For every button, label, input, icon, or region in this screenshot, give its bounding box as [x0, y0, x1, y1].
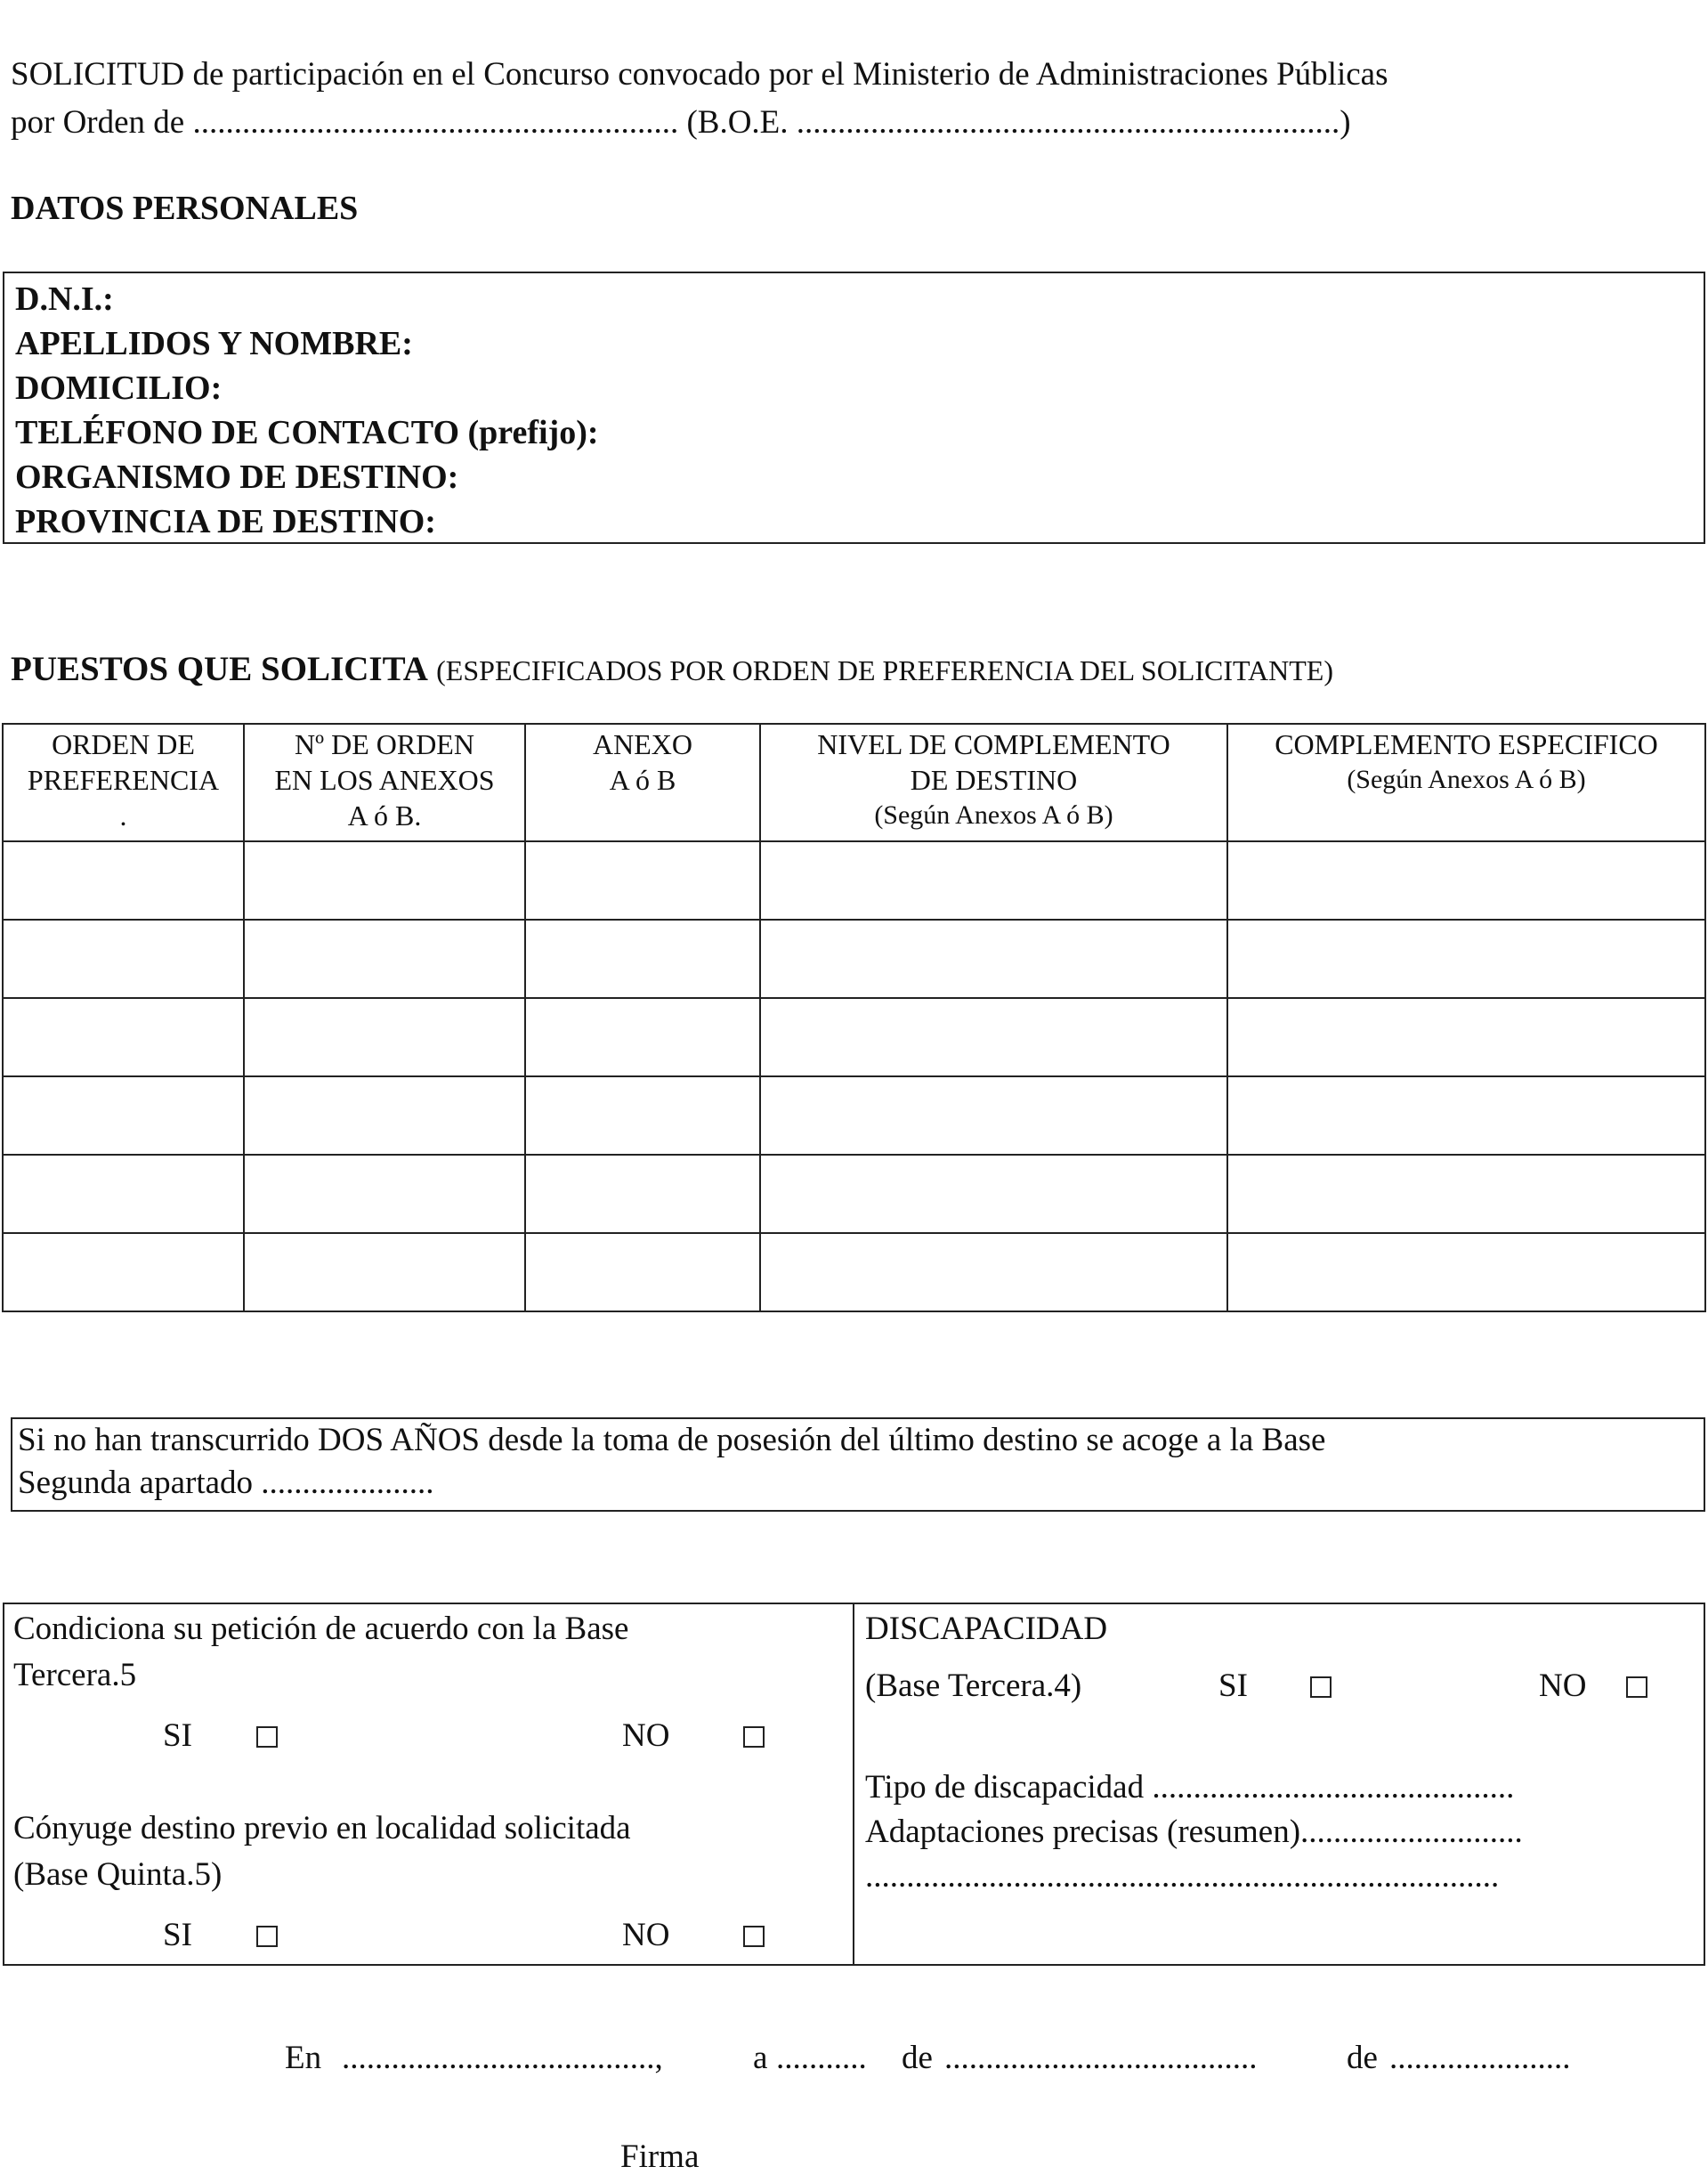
table-row	[3, 841, 1705, 920]
signature-place-field[interactable]: ......................................,	[342, 2040, 663, 2076]
table-cell[interactable]	[760, 1076, 1227, 1155]
discapacidad-si-label: SI	[1218, 1668, 1248, 1704]
telefono-field[interactable]: TELÉFONO DE CONTACTO (prefijo):	[15, 414, 599, 451]
signature-a-label: a	[753, 2040, 768, 2076]
condiciona-si-checkbox[interactable]	[256, 1726, 278, 1748]
conyuge-si-checkbox[interactable]	[256, 1926, 278, 1947]
table-cell[interactable]	[3, 1233, 244, 1311]
condiciona-si-label: SI	[163, 1717, 192, 1754]
signature-en-label: En	[285, 2040, 322, 2076]
conyuge-si-label: SI	[163, 1917, 192, 1953]
col-header-line: ORDEN DE	[52, 728, 195, 760]
signature-de2-label: de	[1347, 2040, 1378, 2076]
table-cell[interactable]	[244, 1076, 525, 1155]
condiciona-no-label: NO	[622, 1717, 670, 1754]
discapacidad-no-label: NO	[1539, 1668, 1587, 1704]
table-cell[interactable]	[525, 998, 760, 1076]
table-cell[interactable]	[1227, 920, 1705, 998]
col-header-line: A ó B.	[347, 799, 422, 832]
col-header-line: A ó B	[609, 764, 676, 796]
table-cell[interactable]	[1227, 1233, 1705, 1311]
col-header-line: (Según Anexos A ó B)	[1347, 765, 1586, 794]
table-cell[interactable]	[760, 1233, 1227, 1311]
table-row	[3, 1076, 1705, 1155]
signature-year-field[interactable]: ......................	[1389, 2040, 1571, 2076]
table-cell[interactable]	[525, 920, 760, 998]
puestos-heading-row	[11, 646, 1333, 694]
discapacidad-si-checkbox[interactable]	[1310, 1676, 1332, 1698]
table-row	[3, 998, 1705, 1076]
condiciones-box	[3, 1603, 1705, 1966]
condiciona-no-checkbox[interactable]	[743, 1726, 765, 1748]
provincia-destino-field[interactable]: PROVINCIA DE DESTINO:	[15, 503, 436, 540]
col-header-line: Nº DE ORDEN	[295, 728, 474, 760]
table-cell[interactable]	[525, 1076, 760, 1155]
intro-line-2: por Orden de ........................................................... (B.O.E. ..................................................................)	[11, 104, 1351, 141]
firma-label: Firma	[620, 2138, 700, 2175]
table-header-row	[3, 724, 1705, 841]
table-cell[interactable]	[3, 1076, 244, 1155]
panel-divider	[853, 1604, 854, 1964]
col-header-line: EN LOS ANEXOS	[274, 764, 495, 796]
table-cell[interactable]	[244, 841, 525, 920]
conyuge-line-1: Cónyuge destino previo en localidad solicitada	[13, 1810, 631, 1846]
organismo-destino-field[interactable]: ORGANISMO DE DESTINO:	[15, 459, 459, 496]
table-cell[interactable]	[3, 920, 244, 998]
table-cell[interactable]	[3, 1155, 244, 1233]
col-header-line: PREFERENCIA	[27, 764, 220, 796]
table-row	[3, 1155, 1705, 1233]
dos-anos-line-2[interactable]: Segunda apartado .....................	[18, 1465, 434, 1501]
datos-personales-box	[3, 272, 1705, 544]
signature-de1-label: de	[902, 2040, 933, 2076]
tipo-discapacidad-field[interactable]: Tipo de discapacidad ............................................	[865, 1769, 1515, 1806]
condiciona-line-1: Condiciona su petición de acuerdo con la Base	[13, 1611, 629, 1647]
table-row	[3, 1233, 1705, 1311]
discapacidad-heading: DISCAPACIDAD	[865, 1611, 1108, 1647]
table-cell[interactable]	[244, 1155, 525, 1233]
col-anexo	[525, 724, 760, 841]
adaptaciones-continuation[interactable]: .............................................................................	[865, 1858, 1500, 1895]
intro-line-1: SOLICITUD de participación en el Concurso convocado por el Ministerio de Administraciones Públicas	[11, 56, 1388, 93]
col-numero-orden	[244, 724, 525, 841]
col-header-line: .	[119, 799, 127, 832]
table-cell[interactable]	[3, 841, 244, 920]
table-cell[interactable]	[760, 998, 1227, 1076]
domicilio-field[interactable]: DOMICILIO:	[15, 369, 223, 407]
col-orden-preferencia	[3, 724, 244, 841]
table-cell[interactable]	[244, 1233, 525, 1311]
puestos-heading: PUESTOS QUE SOLICITA	[11, 650, 428, 688]
condiciona-line-2: Tercera.5	[13, 1657, 137, 1693]
col-header-line: (Según Anexos A ó B)	[874, 800, 1113, 830]
table-cell[interactable]	[760, 920, 1227, 998]
discapacidad-no-checkbox[interactable]	[1626, 1676, 1647, 1698]
col-header-line: NIVEL DE COMPLEMENTO	[817, 728, 1170, 760]
puestos-table	[2, 723, 1706, 1312]
col-header-line: DE DESTINO	[910, 764, 1078, 796]
table-cell[interactable]	[760, 841, 1227, 920]
dos-anos-box	[11, 1417, 1705, 1512]
conyuge-no-checkbox[interactable]	[743, 1926, 765, 1947]
dos-anos-line-1: Si no han transcurrido DOS AÑOS desde la toma de posesión del último destino se acoge a la Base	[18, 1422, 1326, 1458]
conyuge-line-2: (Base Quinta.5)	[13, 1856, 223, 1893]
puestos-subheading: (ESPECIFICADOS POR ORDEN DE PREFERENCIA DEL SOLICITANTE)	[436, 654, 1333, 686]
table-cell[interactable]	[525, 1155, 760, 1233]
table-cell[interactable]	[525, 841, 760, 920]
col-complemento-especifico	[1227, 724, 1705, 841]
col-nivel-complemento	[760, 724, 1227, 841]
table-cell[interactable]	[1227, 1155, 1705, 1233]
table-cell[interactable]	[1227, 841, 1705, 920]
table-cell[interactable]	[244, 920, 525, 998]
conyuge-no-label: NO	[622, 1917, 670, 1953]
table-cell[interactable]	[525, 1233, 760, 1311]
table-cell[interactable]	[1227, 998, 1705, 1076]
dni-field[interactable]: D.N.I.:	[15, 280, 114, 318]
apellidos-nombre-field[interactable]: APELLIDOS Y NOMBRE:	[15, 325, 413, 362]
table-cell[interactable]	[3, 998, 244, 1076]
discapacidad-base: (Base Tercera.4)	[865, 1668, 1082, 1704]
table-cell[interactable]	[244, 998, 525, 1076]
signature-month-field[interactable]: ......................................	[944, 2040, 1258, 2076]
col-header-line: COMPLEMENTO ESPECIFICO	[1275, 728, 1658, 760]
adaptaciones-field[interactable]: Adaptaciones precisas (resumen)...........................	[865, 1814, 1523, 1850]
datos-personales-heading: DATOS PERSONALES	[11, 190, 359, 227]
table-cell[interactable]	[1227, 1076, 1705, 1155]
col-header-line: ANEXO	[593, 728, 692, 760]
table-row	[3, 920, 1705, 998]
signature-day-field[interactable]: ...........	[776, 2040, 867, 2076]
table-cell[interactable]	[760, 1155, 1227, 1233]
